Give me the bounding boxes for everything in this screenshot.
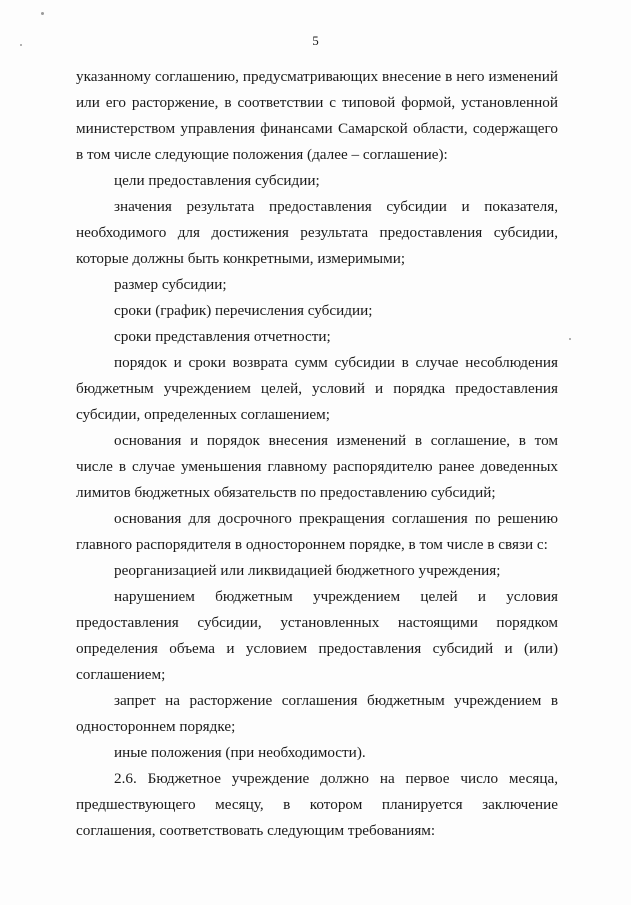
paragraph: нарушением бюджетным учреждением целей и условия предоставления субсидии, установленных настоящими порядком определения объема и условием предоставления субсидий и (или) соглашением; <box>76 588 558 683</box>
paragraph: сроки (график) перечисления субсидии; <box>114 302 373 319</box>
paragraph: порядок и сроки возврата сумм субсидии в случае несоблюдения бюджетным учреждением целей, условий и порядка предоставления субсидии, определенных соглашением; <box>76 354 558 423</box>
paragraph: основания для досрочного прекращения соглашения по решению главного распорядителя в одностороннем порядке, в том числе в связи с: <box>76 510 558 553</box>
paragraph: цели предоставления субсидии; <box>114 172 320 189</box>
paragraph: значения результата предоставления субсидии и показателя, необходимого для достижения результата предоставления субсидии, которые должны быть конкретными, измеримыми; <box>76 198 558 267</box>
paragraph: иные положения (при необходимости). <box>114 744 366 761</box>
scan-speck <box>20 44 22 46</box>
paragraph: 2.6. Бюджетное учреждение должно на первое число месяца, предшествующего месяцу, в котором планируется заключение соглашения, соответствовать следующим требованиям: <box>76 770 558 839</box>
paragraph: размер субсидии; <box>114 276 227 293</box>
paragraph: основания и порядок внесения изменений в соглашение, в том числе в случае уменьшения главному распорядителю ранее доведенных лимитов бюджетных обязательств по предоставлению субсидий; <box>76 432 558 501</box>
paragraph: запрет на расторжение соглашения бюджетным учреждением в одностороннем порядке; <box>76 692 558 735</box>
paragraph: реорганизацией или ликвидацией бюджетного учреждения; <box>114 562 501 579</box>
scan-speck <box>569 338 571 340</box>
page-number: 5 <box>312 33 319 48</box>
paragraph: указанному соглашению, предусматривающих внесение в него изменений или его расторжение, в соответствии с типовой формой, установленной министерством управления финансами Самарской области, содержащего в том числе следующие положения (далее – соглашение): <box>76 68 558 163</box>
document-body <box>76 64 558 844</box>
paragraph: сроки представления отчетности; <box>114 328 331 345</box>
scan-speck <box>41 12 44 15</box>
